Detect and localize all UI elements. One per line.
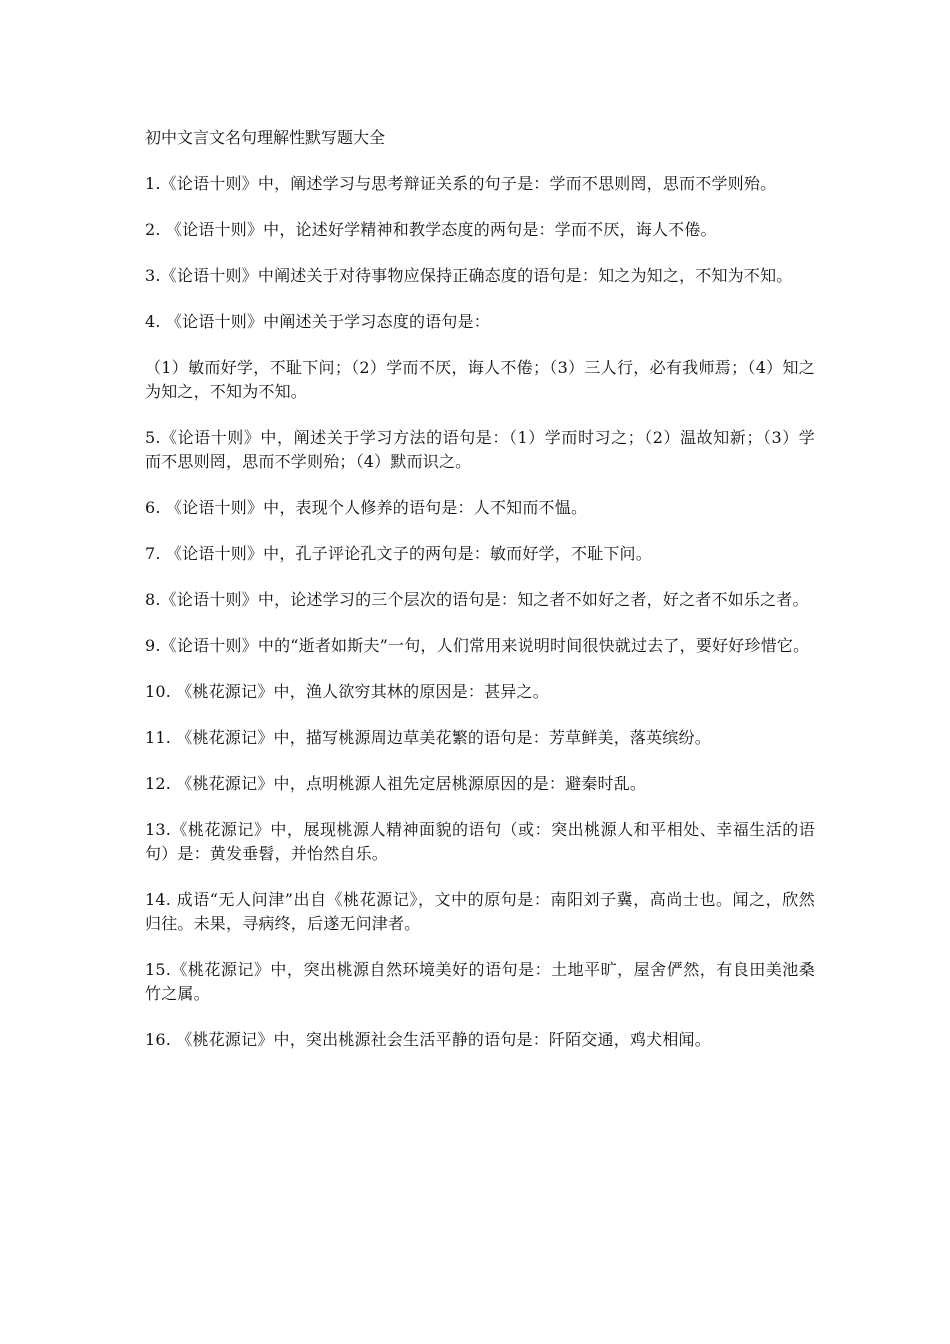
question-item-13: 13.《桃花源记》中，展现桃源人精神面貌的语句（或：突出桃源人和平相处、幸福生活的语句）是：黄发垂髫，并怡然自乐。	[145, 820, 815, 863]
question-item-1: 1.《论语十则》中，阐述学习与思考辩证关系的句子是：学而不思则罔，思而不学则殆。	[145, 174, 777, 193]
question-item-4-answers: （1）敏而好学，不耻下问；（2）学而不厌，诲人不倦；（3）三人行，必有我师焉；（4）知之为知之，不知为不知。	[145, 358, 815, 401]
question-item-4: 4. 《论语十则》中阐述关于学习态度的语句是：	[145, 312, 490, 331]
question-item-10: 10. 《桃花源记》中，渔人欲穷其林的原因是：甚异之。	[145, 682, 549, 701]
question-item-11: 11. 《桃花源记》中，描写桃源周边草美花繁的语句是：芳草鲜美，落英缤纷。	[145, 728, 711, 747]
question-item-12: 12. 《桃花源记》中，点明桃源人祖先定居桃源原因的是：避秦时乱。	[145, 774, 647, 793]
question-item-2: 2. 《论语十则》中，论述好学精神和教学态度的两句是：学而不厌，诲人不倦。	[145, 220, 717, 239]
document-page	[145, 125, 815, 1074]
question-item-15: 15.《桃花源记》中，突出桃源自然环境美好的语句是：土地平旷，屋舍俨然，有良田美池桑竹之属。	[145, 960, 815, 1003]
question-item-6: 6. 《论语十则》中，表现个人修养的语句是：人不知而不愠。	[145, 498, 588, 517]
question-item-7: 7. 《论语十则》中，孔子评论孔文子的两句是：敏而好学，不耻下问。	[145, 544, 652, 563]
question-item-3: 3.《论语十则》中阐述关于对待事物应保持正确态度的语句是：知之为知之，不知为不知。	[145, 266, 793, 285]
question-item-5: 5.《论语十则》中，阐述关于学习方法的语句是：（1）学而时习之；（2）温故知新；（3）学而不思则罔，思而不学则殆；（4）默而识之。	[145, 428, 815, 471]
document-title: 初中文言文名句理解性默写题大全	[145, 128, 386, 147]
question-list	[145, 172, 815, 1052]
question-item-8: 8.《论语十则》中，论述学习的三个层次的语句是：知之者不如好之者，好之者不如乐之者。	[145, 590, 809, 609]
question-item-14: 14. 成语“无人问津”出自《桃花源记》，文中的原句是：南阳刘子冀，高尚士也。闻之，欣然归往。未果，寻病终，后遂无问津者。	[145, 890, 815, 933]
question-item-16: 16. 《桃花源记》中，突出桃源社会生活平静的语句是：阡陌交通，鸡犬相闻。	[145, 1030, 711, 1049]
question-item-9: 9.《论语十则》中的“逝者如斯夫”一句，人们常用来说明时间很快就过去了，要好好珍惜它。	[145, 636, 810, 655]
